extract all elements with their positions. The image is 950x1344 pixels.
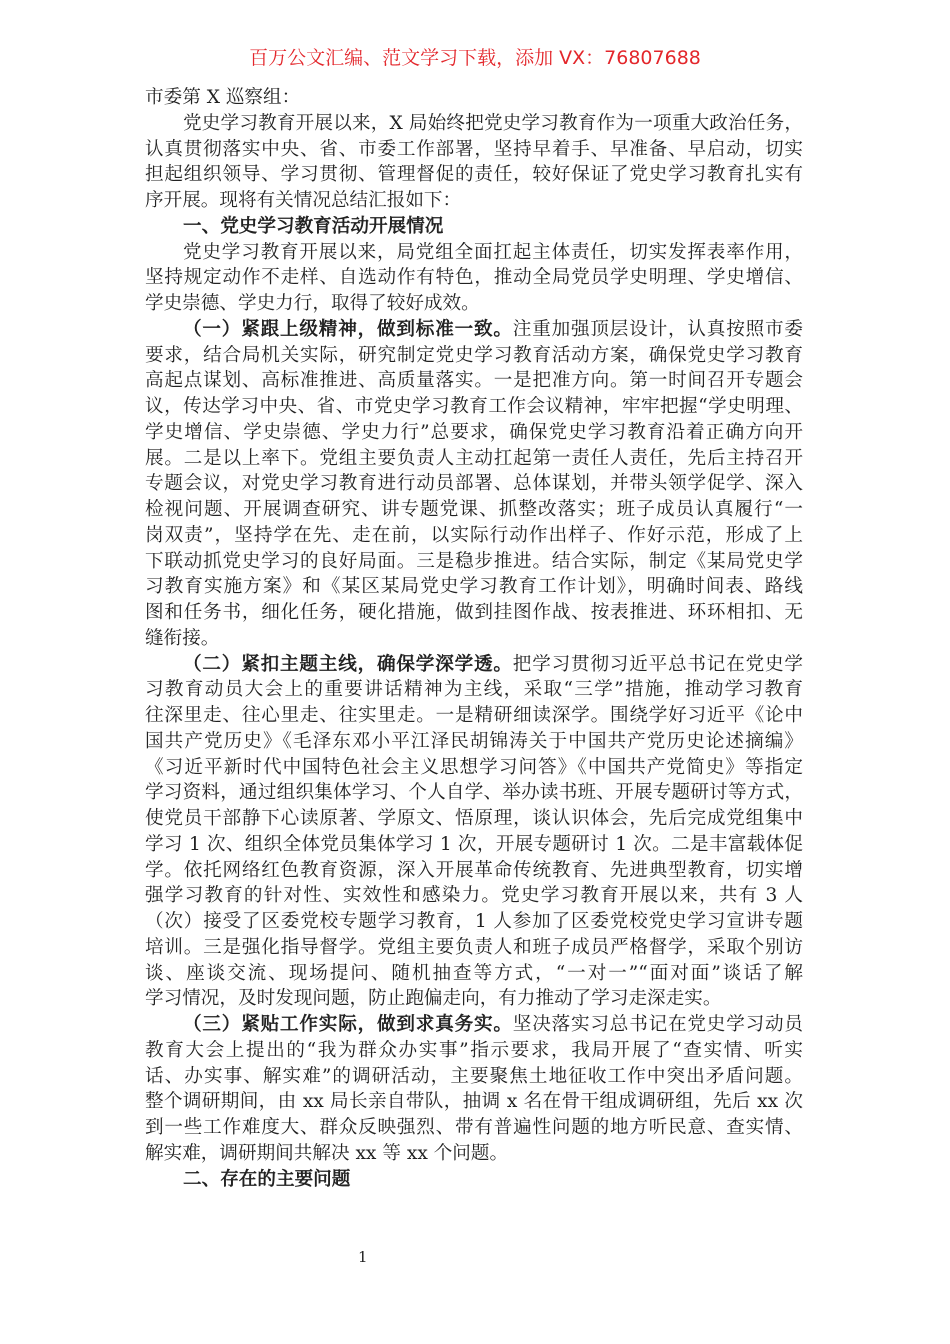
line-text: 市委第 X 巡察组： xyxy=(145,87,301,108)
line-text: 议，传达学习中央、省、市党史学习教育工作会议精神，牢牢把握“学史明理、 xyxy=(145,396,803,417)
line-text: 把学习贯彻习近平总书记在党史学 xyxy=(512,653,803,675)
text-line xyxy=(145,600,803,626)
text-line xyxy=(145,703,803,729)
line-text: 党史学习教育开展以来，局党组全面扛起主体责任，切实发挥表率作用， xyxy=(183,241,803,263)
line-text: 图和任务书，细化任务，硬化措施，做到挂图作战、按表推进、环环相扣、无 xyxy=(145,602,803,623)
text-line xyxy=(145,420,803,446)
line-text: 党史学习教育开展以来，X 局始终把党史学习教育作为一项重大政治任务， xyxy=(183,112,803,134)
document-body xyxy=(145,85,803,1192)
line-text: 坚持规定动作不走样、自选动作有特色，推动全局党员学史明理、学史增信、 xyxy=(145,267,803,289)
text-line xyxy=(145,291,803,317)
line-text: 整个调研期间，由 xx 局长亲自带队，抽调 x 名在骨干组成调研组，先后 xx 次 xyxy=(145,1091,803,1113)
text-line xyxy=(145,1141,803,1167)
section-heading xyxy=(145,1167,803,1193)
line-text: （次）接受了区委党校专题学习教育，1 人参加了区委党校党史学习宣讲专题 xyxy=(145,911,803,932)
line-text: 注重加强顶层设计，认真按照市委 xyxy=(512,318,803,340)
line-text: 序开展。现将有关情况总结汇报如下： xyxy=(145,190,462,211)
paragraph xyxy=(145,652,803,1013)
line-text: 学。依托网络红色教育资源，深入开展革命传统教育、先进典型教育，切实增 xyxy=(145,859,803,881)
line-text: 学习 1 次、组织全体党员集体学习 1 次，开展专题研讨 1 次。二是丰富载体促 xyxy=(145,833,803,855)
text-line xyxy=(145,549,803,575)
text-line xyxy=(145,497,803,523)
text-line xyxy=(145,137,803,163)
line-text: 话、办实事、解实难”的调研活动，主要聚焦土地征收工作中突出矛盾问题。 xyxy=(145,1065,803,1087)
line-text: 解实难，调研期间共解决 xx 等 xx 个问题。 xyxy=(145,1142,509,1164)
text-line xyxy=(145,729,803,755)
text-line xyxy=(145,111,803,137)
line-text: 学习资料，通过组织集体学习、个人自学、举办读书班、开展专题研讨等方式， xyxy=(145,782,803,804)
text-line xyxy=(145,986,803,1012)
text-line xyxy=(145,343,803,369)
line-text: 二、存在的主要问题 xyxy=(183,1168,351,1190)
section-heading xyxy=(145,214,803,240)
line-text: 岗双责”，坚持学在先、走在前，以实际行动作出样子、作好示范，形成了上 xyxy=(145,524,803,546)
line-text: 要求，结合局机关实际，研究制定党史学习教育活动方案，确保党史学习教育 xyxy=(145,344,803,366)
text-line xyxy=(145,162,803,188)
text-line xyxy=(145,368,803,394)
text-line xyxy=(145,677,803,703)
line-text: 《习近平新时代中国特色社会主义思想学习问答》《中国共产党简史》等指定 xyxy=(145,756,803,778)
text-line xyxy=(145,240,803,266)
text-line xyxy=(145,574,803,600)
line-text: 使党员干部静下心读原著、学原文、悟原理，谈认识体会，先后完成党组集中 xyxy=(145,808,803,829)
text-line xyxy=(145,780,803,806)
line-text: 培训。三是强化指导督学。党组主要负责人和班子成员严格督学，采取个别访 xyxy=(145,936,803,958)
line-text: 下联动抓党史学习的良好局面。三是稳步推进。结合实际，制定《某局党史学 xyxy=(145,550,803,572)
bold-lead-in: （三）紧贴工作实际，做到求真务实。 xyxy=(183,1014,513,1035)
text-line xyxy=(145,317,803,343)
line-text: 学史增信、学史崇德、学史力行”总要求，确保党史学习教育沿着正确方向开 xyxy=(145,421,803,443)
bold-lead-in: （二）紧扣主题主线，确保学深学透。 xyxy=(183,653,513,675)
text-line xyxy=(145,1012,803,1038)
text-line xyxy=(145,755,803,781)
line-text: 谈、座谈交流、现场提问、随机抽查等方式，“一对一”“面对面”谈话了解 xyxy=(145,962,803,984)
line-text: 专题会议，对党史学习教育进行动员部署、总体谋划，并带头领学促学、深入 xyxy=(145,473,803,495)
line-text: 认真贯彻落实中央、省、市委工作部署，坚持早着手、早准备、早启动，切实 xyxy=(145,138,803,160)
line-text: 缝衔接。 xyxy=(145,627,220,649)
line-text: 学史崇德、学史力行，取得了较好成效。 xyxy=(145,293,480,314)
text-line xyxy=(145,935,803,961)
text-line xyxy=(145,883,803,909)
text-line xyxy=(145,265,803,291)
paragraph xyxy=(145,317,803,652)
bold-lead-in: （一）紧跟上级精神，做到标准一致。 xyxy=(183,318,513,340)
line-text: 习教育实施方案》和《某区某局党史学习教育工作计划》，明确时间表、路线 xyxy=(145,576,803,598)
text-line xyxy=(145,1064,803,1090)
text-line xyxy=(145,446,803,472)
page-number: 1 xyxy=(358,1248,368,1266)
line-text: 到一些工作难度大、群众反映强烈、带有普遍性问题的地方听民意、查实情、 xyxy=(145,1117,803,1138)
paragraph xyxy=(145,240,803,317)
text-line xyxy=(145,214,803,240)
text-line xyxy=(145,523,803,549)
text-line xyxy=(145,1089,803,1115)
text-line xyxy=(145,652,803,678)
paragraph xyxy=(145,1012,803,1167)
line-text: 学习情况，及时发现问题，防止跑偏走向，有力推动了学习走深走实。 xyxy=(145,988,722,1010)
line-text: 检视问题、开展调查研究、讲专题党课、抓整改落实；班子成员认真履行“一 xyxy=(145,499,803,520)
line-text: 国共产党历史》《毛泽东邓小平江泽民胡锦涛关于中国共产党历史论述摘编》 xyxy=(145,730,803,752)
line-text: 坚决落实习总书记在党史学习动员 xyxy=(512,1014,803,1035)
line-text: 展。二是以上率下。党组主要负责人主动扛起第一责任人责任，先后主持召开 xyxy=(145,447,803,469)
text-line xyxy=(145,394,803,420)
line-text: 担起组织领导、学习贯彻、管理督促的责任，较好保证了党史学习教育扎实有 xyxy=(145,164,803,186)
text-line xyxy=(145,188,803,214)
text-line xyxy=(145,85,803,111)
line-text: 习教育动员大会上的重要讲话精神为主线，采取“三学”措施，推动学习教育 xyxy=(145,679,803,701)
text-line xyxy=(145,1038,803,1064)
text-line xyxy=(145,806,803,832)
paragraph xyxy=(145,111,803,214)
line-text: 一、党史学习教育活动开展情况 xyxy=(183,215,444,237)
line-text: 往深里走、往心里走、往实里走。一是精研细读深学。围绕学好习近平《论中 xyxy=(145,705,803,726)
salutation xyxy=(145,85,803,111)
text-line xyxy=(145,626,803,652)
text-line xyxy=(145,1167,803,1193)
text-line xyxy=(145,961,803,987)
watermark-banner: 百万公文汇编、范文学习下载，添加 VX：76807688 xyxy=(249,47,701,69)
line-text: 强学习教育的针对性、实效性和感染力。党史学习教育开展以来，共有 3 人 xyxy=(145,885,803,907)
text-line xyxy=(145,858,803,884)
text-line xyxy=(145,909,803,935)
text-line xyxy=(145,832,803,858)
text-line xyxy=(145,1115,803,1141)
line-text: 高起点谋划、高标准推进、高质量落实。一是把准方向。第一时间召开专题会 xyxy=(145,370,803,392)
text-line xyxy=(145,471,803,497)
line-text: 教育大会上提出的“我为群众办实事”指示要求，我局开展了“查实情、听实 xyxy=(145,1039,803,1061)
